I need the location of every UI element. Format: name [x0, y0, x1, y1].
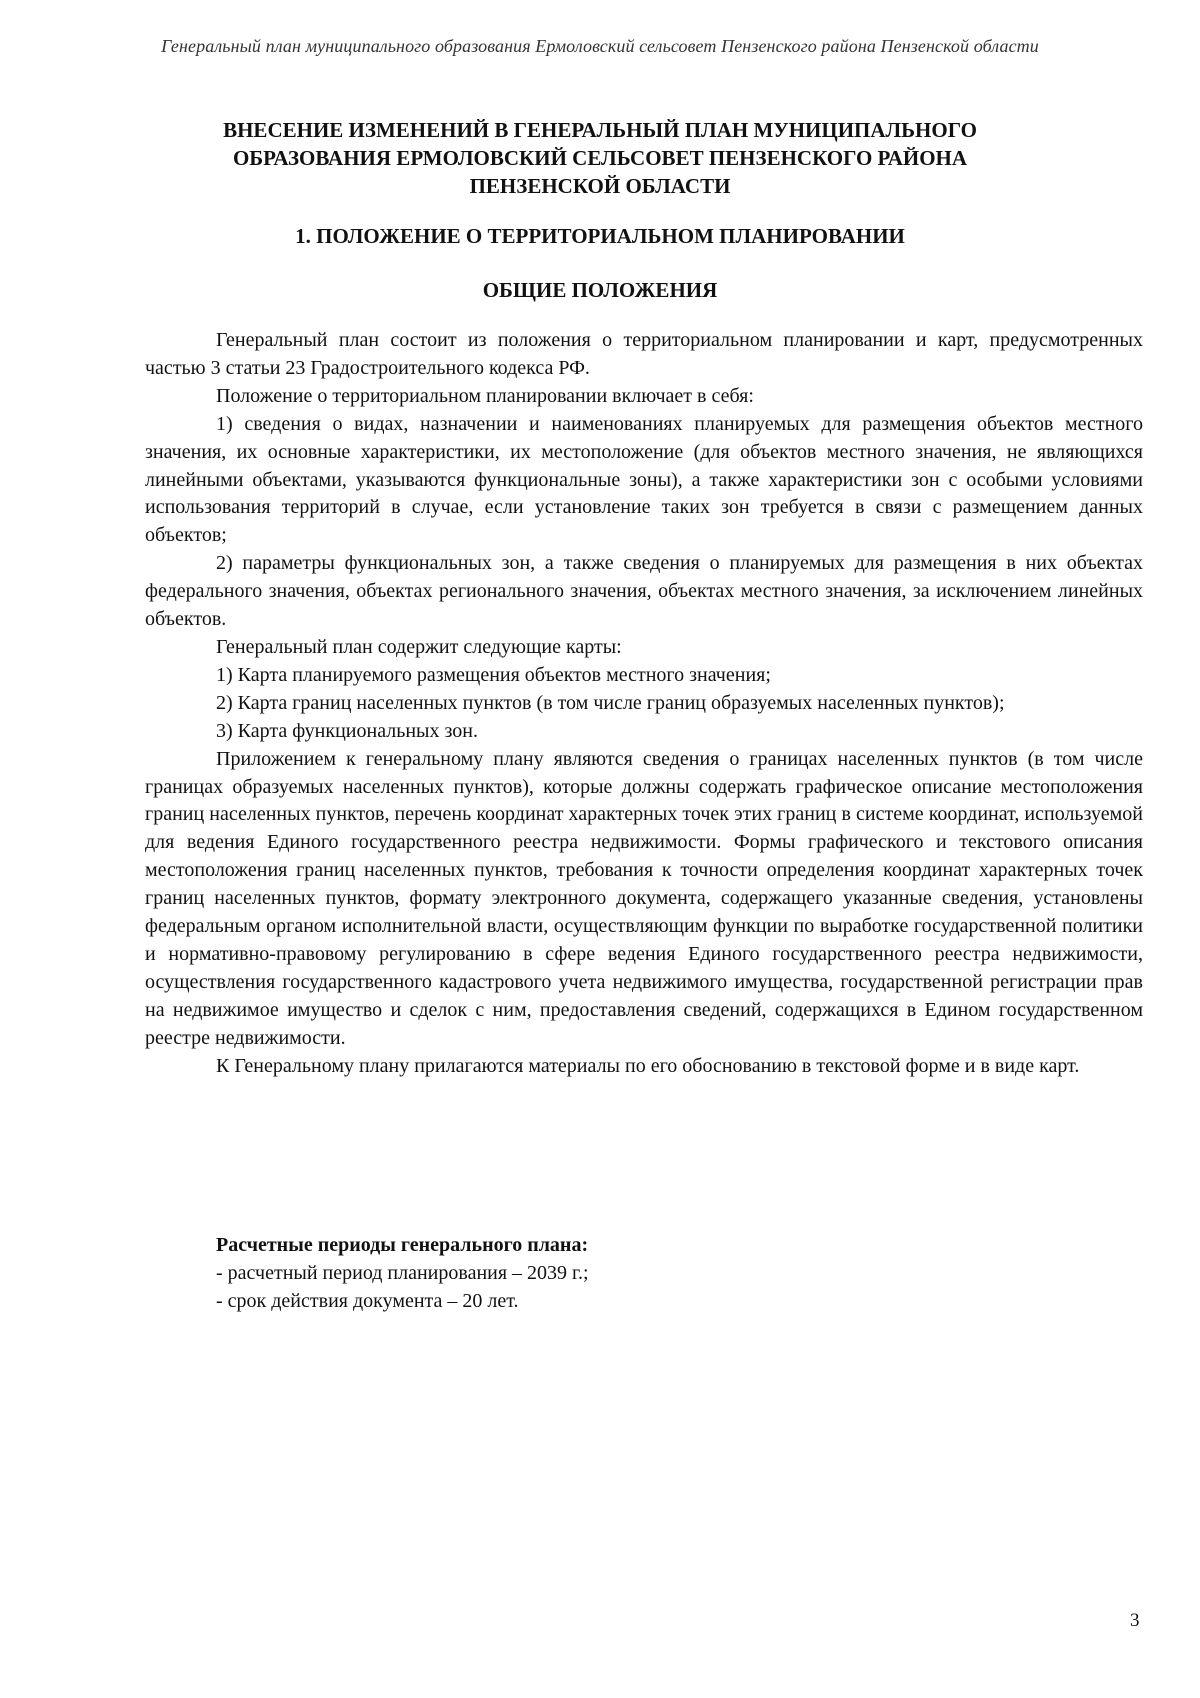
document-title — [150, 116, 1050, 200]
paragraph: Положение о территориальном планировании включает в себя: — [216, 384, 754, 407]
document-title-line-1: ВНЕСЕНИЕ ИЗМЕНЕНИЙ В ГЕНЕРАЛЬНЫЙ ПЛАН МУНИЦИПАЛЬНОГО — [223, 118, 977, 142]
planning-periods-title: Расчетные периоды генерального плана: — [216, 1234, 589, 1256]
paragraph: 3) Карта функциональных зон. — [216, 719, 478, 742]
document-title-line-3: ПЕНЗЕНСКОЙ ОБЛАСТИ — [469, 174, 731, 198]
paragraph: 2) параметры функциональных зон, а также сведения о планируемых для размещения в них объектах федерального значения, объектах регионального значения, объектах местного значения, за исключением линейных объектов. — [145, 552, 1143, 631]
section-subtitle: ОБЩИЕ ПОЛОЖЕНИЯ — [482, 278, 718, 302]
planning-period-item: - срок действия документа – 20 лет. — [216, 1290, 519, 1312]
section-title: 1. ПОЛОЖЕНИЕ О ТЕРРИТОРИАЛЬНОМ ПЛАНИРОВАНИИ — [295, 224, 905, 248]
paragraph: Приложением к генеральному плану являются сведения о границах населенных пунктов (в том числе границах образуемых населенных пунктов), которые должны содержать графическое описание местоположения границ населенных пунктов, перечень координат характерных точек этих границ в системе координат, используемой для ведения Единого государственного реестра недвижимости. Формы графического и текстового описания местоположения границ населенных пунктов, требования к точности определения координат характерных точек границ населенных пунктов, формату электронного документа, содержащего указанные сведения, установлены федеральным органом исполнительной власти, осуществляющим функции по выработке государственной политики и нормативно-правовому регулированию в сфере ведения Единого государственного реестра недвижимости, осуществления государственного кадастрового учета недвижимого имущества, государственной регистрации прав на недвижимое имущество и сделок с ним, предоставления сведений, содержащихся в Едином государственном реестре недвижимости. — [145, 747, 1143, 1049]
paragraph: Генеральный план содержит следующие карты: — [216, 635, 622, 658]
running-header: Генеральный план муниципального образования Ермоловский сельсовет Пензенского района Пензенской области — [161, 36, 1039, 56]
body-text — [145, 327, 1143, 1080]
paragraph: 1) Карта планируемого размещения объектов местного значения; — [216, 663, 771, 686]
document-title-line-2: ОБРАЗОВАНИЯ ЕРМОЛОВСКИЙ СЕЛЬСОВЕТ ПЕНЗЕНСКОГО РАЙОНА — [232, 146, 968, 170]
planning-period-item: - расчетный период планирования – 2039 г.; — [216, 1262, 589, 1284]
paragraph: 1) сведения о видах, назначении и наименованиях планируемых для размещения объектов местного значения, их основные характеристики, их местоположение (для объектов местного значения, не являющихся линейными объектами, указываются функциональные зоны), а также характеристики зон с особыми условиями использования территорий в случае, если установление таких зон требуется в связи с размещением данных объектов; — [145, 412, 1143, 547]
page-number: 3 — [1130, 1610, 1140, 1631]
paragraph: 2) Карта границ населенных пунктов (в том числе границ образуемых населенных пунктов); — [216, 691, 1005, 714]
planning-periods — [216, 1231, 1116, 1315]
paragraph: Генеральный план состоит из положения о территориальном планировании и карт, предусмотренных частью 3 статьи 23 Градостроительного кодекса РФ. — [145, 329, 1143, 379]
paragraph: К Генеральному плану прилагаются материалы по его обоснованию в текстовой форме и в виде карт. — [216, 1054, 1080, 1077]
